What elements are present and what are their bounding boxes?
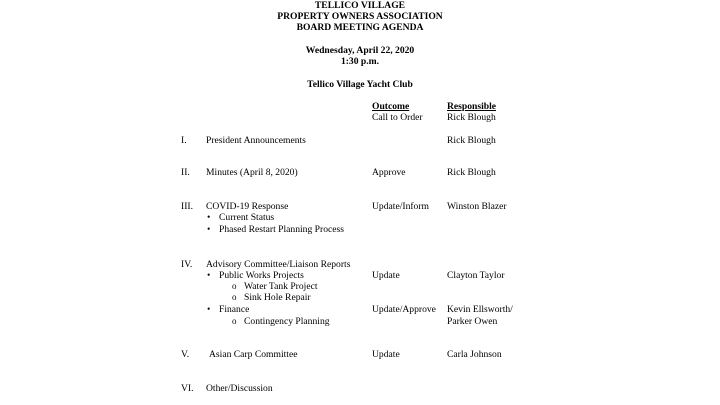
meeting-date: Wednesday, April 22, 2020	[305, 45, 415, 56]
item-number: II.	[181, 167, 190, 178]
header-line-2: PROPERTY OWNERS ASSOCIATION	[277, 11, 443, 22]
outcome-column-header: Outcome	[372, 101, 410, 112]
item-title: Minutes (April 8, 2020)	[206, 167, 298, 178]
sub-item-responsible: Kevin Ellsworth/	[447, 304, 513, 315]
item-number: VI.	[181, 383, 194, 394]
sub-item: • Phased Restart Planning Process	[219, 224, 344, 235]
sub-item-outcome: Update	[372, 270, 400, 281]
item-title: Asian Carp Committee	[209, 349, 298, 360]
item-responsible: Carla Johnson	[447, 349, 502, 360]
header-line-3: BOARD MEETING AGENDA	[296, 22, 424, 33]
item-number: I.	[181, 135, 187, 146]
responsible-column-header: Responsible	[447, 101, 497, 112]
item-outcome: Update/Inform	[372, 201, 430, 212]
sub-sub-item: o Sink Hole Repair	[244, 292, 311, 303]
sub-sub-item: o Contingency Planning	[244, 316, 330, 327]
item-title: Advisory Committee/Liaison Reports	[206, 259, 351, 270]
item-title: COVID-19 Response	[206, 201, 289, 212]
sub-item: • Current Status	[219, 212, 274, 223]
item-number: IV.	[181, 259, 193, 270]
sub-item-responsible: Clayton Taylor	[447, 270, 505, 281]
item-responsible: Rick Blough	[447, 135, 496, 146]
item-title: Other/Discussion	[206, 383, 273, 394]
item-title: President Announcements	[206, 135, 306, 146]
sub-sub-item: o Water Tank Project	[244, 281, 318, 292]
sub-item-responsible-line-2: Parker Owen	[447, 316, 498, 327]
item-responsible: Rick Blough	[447, 167, 496, 178]
call-to-order-responsible: Rick Blough	[447, 112, 496, 123]
sub-item-outcome: Update/Approve	[372, 304, 436, 315]
item-number: V.	[181, 349, 190, 360]
item-number: III.	[181, 201, 193, 212]
sub-item: • Finance	[219, 304, 249, 315]
meeting-time: 1:30 p.m.	[340, 56, 380, 67]
item-responsible: Winston Blazer	[447, 201, 507, 212]
item-outcome: Approve	[372, 167, 406, 178]
sub-item: • Public Works Projects	[219, 270, 304, 281]
item-outcome: Update	[372, 349, 400, 360]
meeting-location: Tellico Village Yacht Club	[307, 79, 413, 90]
header-line-1: TELLICO VILLAGE	[314, 0, 406, 11]
call-to-order-outcome: Call to Order	[372, 112, 423, 123]
